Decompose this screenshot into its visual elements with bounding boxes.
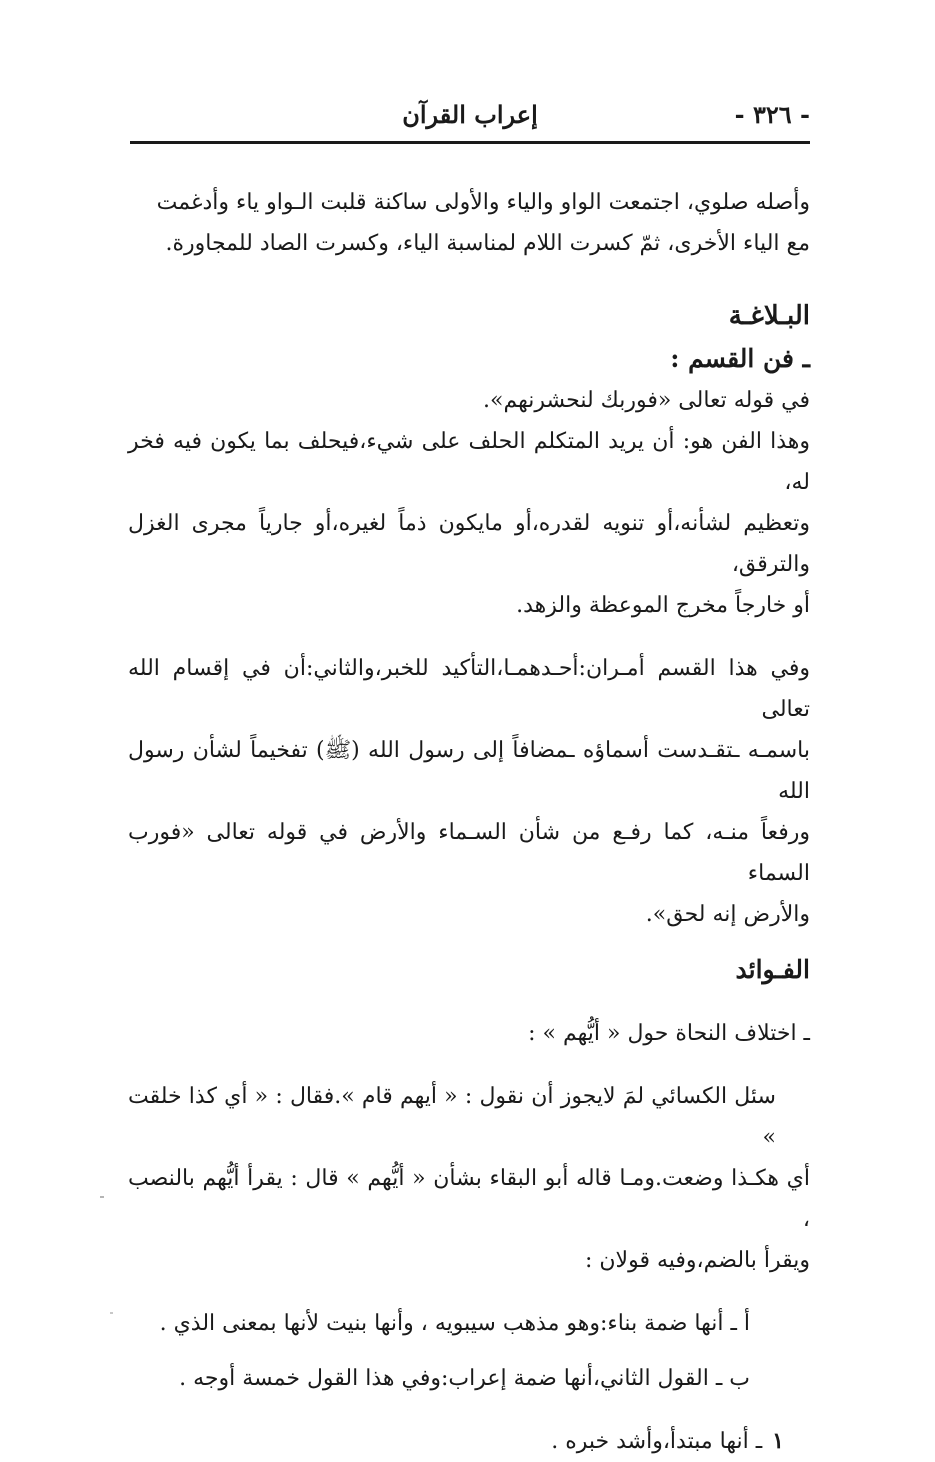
- wajh-1: [128, 1421, 810, 1462]
- running-title: إعراب القرآن: [402, 100, 538, 129]
- qasam-definition-line-1: وهذا الفن هو: أن يريد المتكلم الحلف على شيء،فيحلف بما يكون فيه فخر له،: [128, 429, 810, 495]
- header-rule: [130, 141, 810, 144]
- kisai-line-1: سئل الكسائي لمَ لايجوز أن نقول : « أيهم قام ».فقال : « أي كذا خلقت »: [128, 1084, 776, 1150]
- qasam-paragraph-line-3: ورفعاً منـه، كما رفـع من شأن السـماء والأرض في قوله تعالى «فورب السماء: [128, 820, 810, 886]
- qasam-heading: ـ فن القسم :: [670, 344, 810, 373]
- qawl-b: ب ـ القول الثاني،أنها ضمة إعراب:وفي هذا القول خمسة أوجه .: [179, 1366, 750, 1391]
- qasam-definition-line-2: وتعظيم لشأنه،أو تنويه لقدره،أو مايكون ذماً لغيره،أو جارياً مجرى الغزل والترقق،: [128, 511, 810, 577]
- qasam-verse: في قوله تعالى «فوربك لنحشرنهم».: [483, 388, 810, 413]
- qasam-paragraph-line-2: باسمـه ـتقـدست أسماؤه ـمضافاً إلى رسول الله (ﷺ) تفخيماً لشأن رسول الله: [128, 738, 810, 804]
- intro-line-2: مع الياء الأخرى، ثمّ كسرت اللام لمناسبة الياء، وكسرت الصاد للمجاورة.: [165, 231, 810, 256]
- qawl-a: أ ـ أنها ضمة بناء:وهو مذهب سيبويه ، وأنها بنيت لأنها بمعنى الذي .: [159, 1311, 750, 1336]
- nuhat-heading: ـ اختلاف النحاة حول « أيُّهم » :: [528, 1021, 810, 1046]
- qasam-definition-line-3: أو خارجاً مخرج الموعظة والزهد.: [516, 593, 810, 618]
- wajh-1-text: ـ أنها مبتدأ،وأشد خبره .: [551, 1429, 763, 1454]
- qasam-paragraph-line-1: وفي هذا القسم أمـران:أحـدهمـا،التأكيد للخبر،والثاني:أن في إقسام الله تعالى: [128, 656, 810, 722]
- scan-speck: [110, 1312, 113, 1314]
- balagha-heading: البـلاغـة: [728, 301, 810, 331]
- page-content: [128, 182, 810, 1462]
- wajh-1-number: ١: [772, 1428, 784, 1454]
- intro-line-1: وأصله صلوي، اجتمعت الواو والياء والأولى ساكنة قلبت الـواو ياء وأدغمت: [156, 190, 810, 215]
- scan-speck: [100, 1196, 104, 1198]
- kisai-line-2: أي هكـذا وضعت.ومـا قاله أبو البقاء بشأن « أيُّهم » قال : يقرأ أيُّهم بالنصب ،: [128, 1166, 810, 1232]
- kisai-line-3: ويقرأ بالضم،وفيه قولان :: [584, 1248, 810, 1273]
- page-number: - ٣٢٦ -: [734, 100, 810, 129]
- fawaid-heading: الفـوائد: [735, 955, 810, 984]
- qasam-paragraph-line-4: والأرض إنه لحق».: [645, 902, 810, 927]
- page-header: [130, 96, 810, 136]
